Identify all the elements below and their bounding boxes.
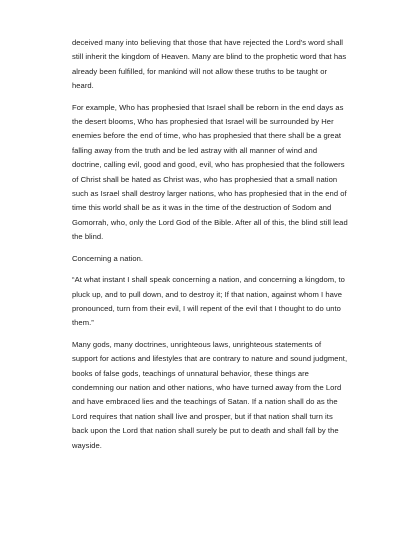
- paragraph-many-gods: Many gods, many doctrines, unrighteous laws, unrighteous statements of support for actions and lifestyles that are contrary to nature and sound judgment, books of false gods, teachings of unnatural behavior, these things are condemning our nation and other nations, who have turned away from the Lord and have embraced lies and the teachings of Satan. If a nation shall do as the Lord requires that nation shall live and prosper, but if that nation shall turn its back upon the Lord that nation shall surely be put to death and shall fall by the wayside.: [72, 339, 348, 450]
- paragraph-concerning-heading: Concerning a nation.: [72, 253, 144, 263]
- paragraph-quotation: “At what instant I shall speak concerning a nation, and concerning a kingdom, to pluck up, and to pull down, and to destroy it; If that nation, against whom I have pronounced, turn from their evil, I will repent of the evil that I thought to do unto them.”: [72, 275, 345, 328]
- body-text: [72, 36, 348, 460]
- paragraph-deceived: deceived many into believing that those that have rejected the Lord's word shall still inherit the kingdom of Heaven. Many are blind to the prophetic word that has already been fulfilled, for mankind will not allow these truths to be taught or heard.: [72, 38, 347, 91]
- paragraph-for-example: For example, Who has prophesied that Israel shall be reborn in the end days as the desert blooms, Who has prophesied that Israel will be surrounded by Her enemies before the end of time, who has prophesied that there shall be a great falling away from the truth and be led astray with all manner of wind and doctrine, calling evil, good and good, evil, who has prophesied that the followers of Christ shall be hated as Christ was, who has prophesied that a small nation such as Israel shall destroy larger nations, who has prophesied that in the end of time this world shall be as it was in the time of the destruction of Sodom and Gomorrah, who, only the Lord God of the Bible. After all of this, the blind still lead the blind.: [72, 102, 348, 242]
